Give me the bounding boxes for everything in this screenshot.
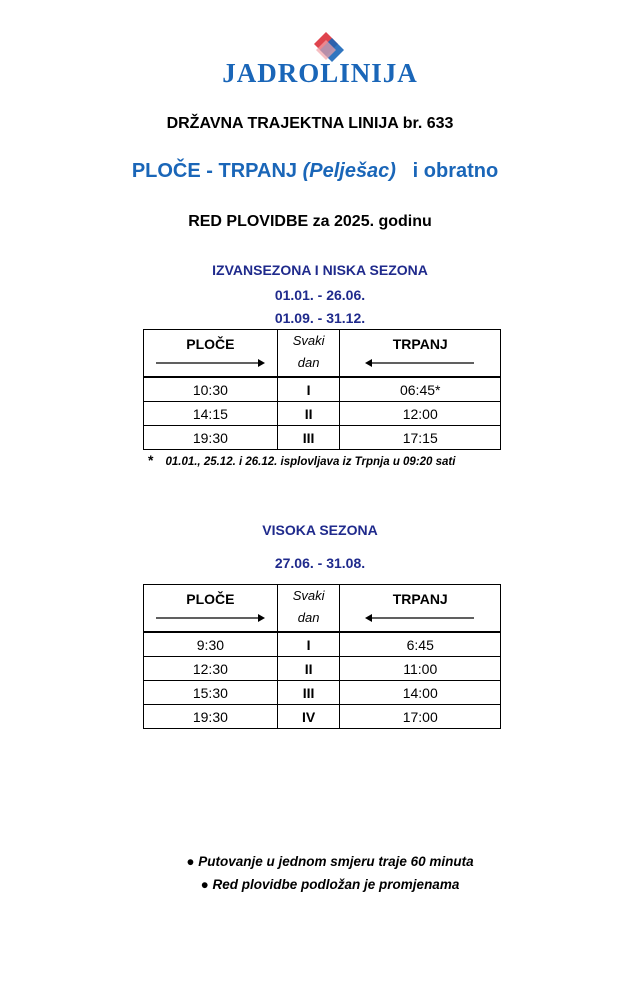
trip-number: II [277, 402, 340, 426]
route-title [0, 160, 630, 183]
departure-ploce: 9:30 [144, 632, 278, 657]
line-title: DRŽAVNA TRAJEKTNA LINIJA br. 633 [166, 115, 454, 132]
footnote-star: * [148, 452, 154, 468]
arrow-right-icon [154, 613, 266, 623]
trip-number: I [277, 632, 340, 657]
col-trpanj: TRPANJ [340, 330, 501, 378]
low-season-dates-1: 01.01. - 26.06. [274, 287, 366, 303]
departure-trpanj: 12:00 [340, 402, 501, 426]
table-header-row [144, 585, 501, 633]
col-ploce: PLOČE [144, 330, 278, 378]
departure-ploce: 12:30 [144, 657, 278, 681]
trip-number: II [277, 657, 340, 681]
low-season-dates-2: 01.09. - 31.12. [274, 310, 366, 326]
low-season-title: IZVANSEZONA I NISKA SEZONA [212, 262, 428, 278]
route-italic: (Pelješac) [302, 160, 396, 182]
footnote-text: 01.01., 25.12. i 26.12. isplovljava iz Trpnja u 09:20 sati [165, 456, 456, 468]
table-row [144, 377, 501, 402]
high-season-title: VISOKA SEZONA [262, 522, 378, 538]
table-row [144, 657, 501, 681]
table-row [144, 402, 501, 426]
high-season-table [143, 584, 501, 729]
col-svaki-dan: Svaki dan [277, 330, 340, 378]
departure-ploce: 10:30 [144, 377, 278, 402]
arrow-left-icon [364, 613, 476, 623]
note-item: ● Red plovidbe podložan je promjenama [200, 877, 460, 892]
departure-trpanj: 6:45 [340, 632, 501, 657]
arrow-right-icon [154, 358, 266, 368]
route-suffix: i obratno [412, 160, 499, 182]
schedule-title: RED PLOVIDBE za 2025. godinu [188, 213, 432, 230]
col-ploce: PLOČE [144, 585, 278, 633]
departure-ploce: 15:30 [144, 681, 278, 705]
departure-trpanj: 06:45* [340, 377, 501, 402]
col-svaki-dan: Svaki dan [277, 585, 340, 633]
departure-ploce: 19:30 [144, 705, 278, 729]
trip-number: III [277, 681, 340, 705]
departure-trpanj: 17:15 [340, 426, 501, 450]
arrow-left-icon [364, 358, 476, 368]
departure-trpanj: 17:00 [340, 705, 501, 729]
col-trpanj: TRPANJ [340, 585, 501, 633]
table-row [144, 426, 501, 450]
table-header-row [144, 330, 501, 378]
notes [0, 850, 640, 896]
trip-number: IV [277, 705, 340, 729]
departure-trpanj: 11:00 [340, 657, 501, 681]
table-row [144, 632, 501, 657]
route-main: PLOČE - TRPANJ [131, 160, 298, 182]
table-row [144, 705, 501, 729]
note-item: ● Putovanje u jednom smjeru traje 60 minuta [186, 854, 474, 869]
logo-text: JADROLINIJA [222, 58, 418, 88]
departure-ploce: 14:15 [144, 402, 278, 426]
departure-ploce: 19:30 [144, 426, 278, 450]
high-season-dates: 27.06. - 31.08. [274, 555, 366, 571]
table-row [144, 681, 501, 705]
low-season-table [143, 329, 501, 450]
trip-number: III [277, 426, 340, 450]
departure-trpanj: 14:00 [340, 681, 501, 705]
footnote [148, 452, 455, 468]
trip-number: I [277, 377, 340, 402]
